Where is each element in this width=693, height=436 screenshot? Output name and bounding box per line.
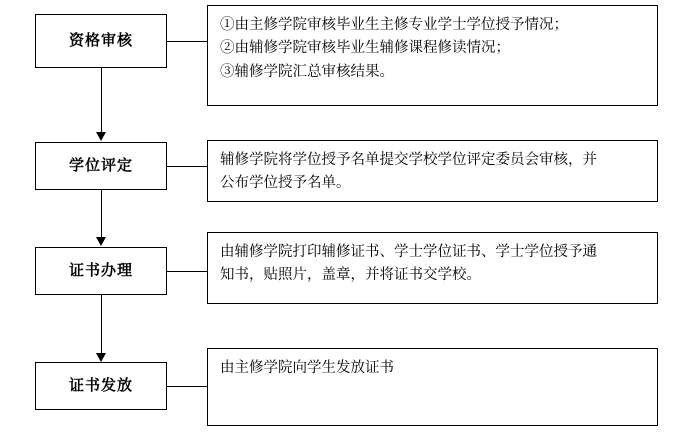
detail-box-certificate-processing: [207, 232, 658, 304]
detail-line: ③辅修学院汇总审核结果。: [220, 63, 394, 80]
detail-line: ②由辅修学院审核毕业生辅修课程修读情况；: [220, 40, 510, 57]
detail-line: 由主修学院向学生发放证书: [220, 360, 394, 376]
stage-label: 资格审核: [68, 32, 133, 49]
detail-line: 知书，贴照片，盖章，并将证书交学校。: [220, 267, 481, 284]
arrow-head-2-to-3: [96, 237, 106, 246]
detail-line: 公布学位授予名单。: [220, 175, 351, 192]
stage-box-qualification-review[interactable]: [35, 14, 167, 68]
stage-box-degree-evaluation[interactable]: [35, 142, 167, 190]
detail-box-certificate-issuance: [207, 348, 658, 426]
arrow-head-1-to-2: [96, 132, 106, 141]
detail-line: ①由主修学院审核毕业生主修专业学士学位授予情况；: [220, 17, 568, 33]
connector-stage-4-to-detail: [167, 386, 207, 387]
detail-box-qualification-review: [207, 5, 658, 106]
detail-box-degree-evaluation: [207, 140, 658, 202]
arrow-shaft-2-to-3: [101, 190, 102, 237]
stage-box-certificate-processing[interactable]: [35, 247, 167, 295]
stage-label: 证书发放: [68, 377, 133, 394]
stage-box-certificate-issuance[interactable]: [35, 362, 167, 410]
arrow-head-3-to-4: [96, 353, 106, 362]
detail-line: 由辅修学院打印辅修证书、学士学位证书、学士学位授予通: [220, 244, 597, 260]
stage-label: 学位评定: [68, 157, 133, 174]
connector-stage-3-to-detail: [167, 271, 207, 272]
connector-stage-1-to-detail: [167, 41, 207, 42]
detail-line: 辅修学院将学位授予名单提交学校学位评定委员会审核，并: [220, 152, 597, 168]
stage-label: 证书办理: [68, 262, 133, 279]
connector-stage-2-to-detail: [167, 166, 207, 167]
arrow-shaft-3-to-4: [101, 295, 102, 353]
arrow-shaft-1-to-2: [101, 68, 102, 132]
